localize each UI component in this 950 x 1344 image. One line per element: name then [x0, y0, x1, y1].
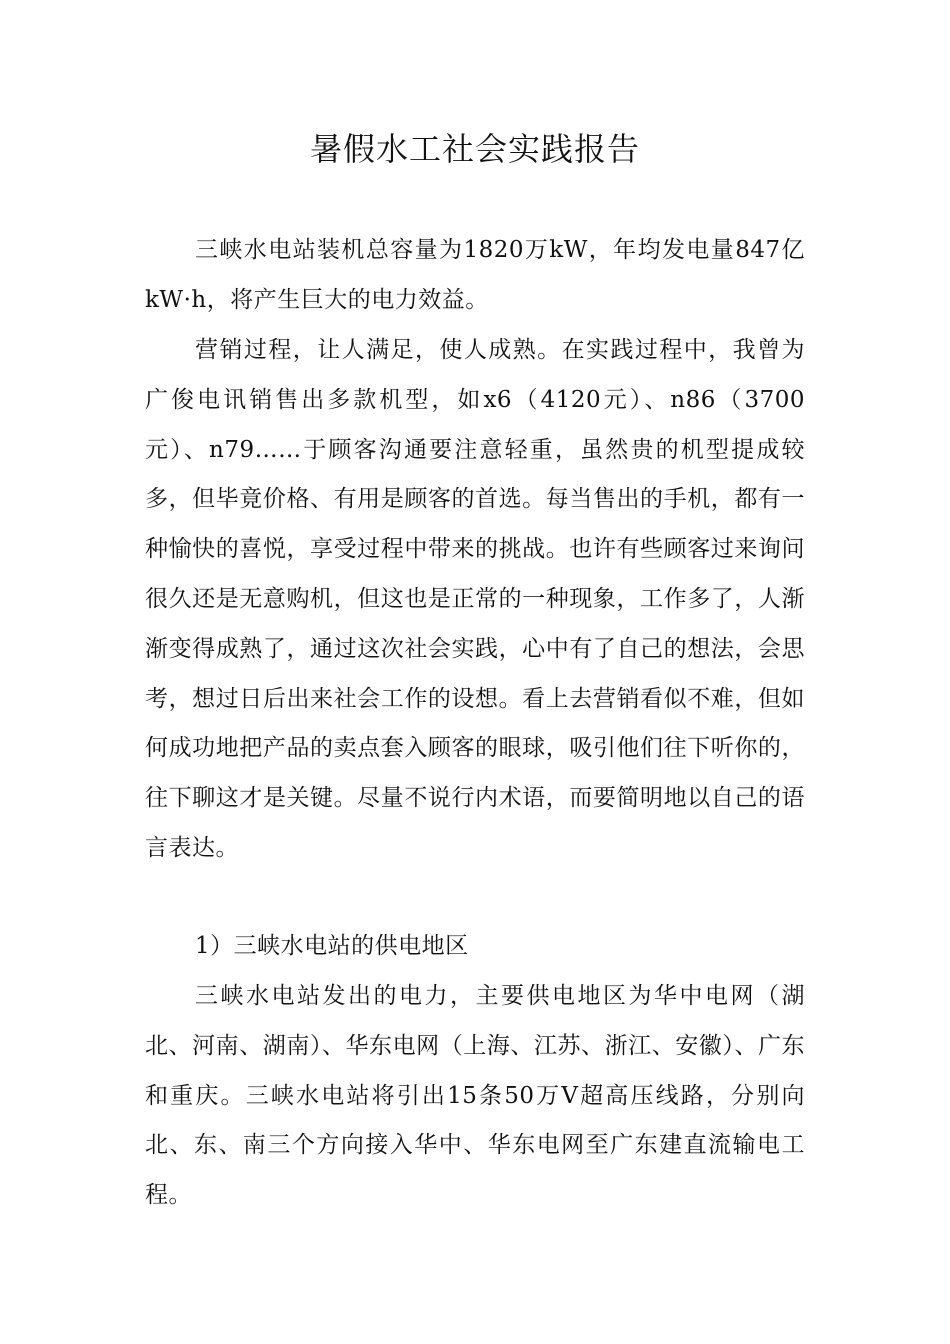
section-heading-supply-area: 1）三峡水电站的供电地区: [195, 933, 469, 959]
paragraph-supply-area: 三峡水电站发出的电力，主要供电地区为华中电网（湖北、河南、湖南）、华东电网（上海、江苏、浙江、安徽）、广东和重庆。三峡水电站将引出15条50万V超高压线路，分别向北、东、南三个方向接入华中、华东电网至广东建直流输电工程。: [145, 983, 805, 1209]
paragraph-sales-experience: 营销过程，让人满足，使人成熟。在实践过程中，我曾为广俊电讯销售出多款机型，如x6（4120元）、n86（3700元）、n79……于顾客沟通要注意轻重，虽然贵的机型提成较多，但毕竟价格、有用是顾客的首选。每当售出的手机，都有一种愉快的喜悦，享受过程中带来的挑战。也许有些顾客过来询问很久还是无意购机，但这也是正常的一种现象，工作多了，人渐渐变得成熟了，通过这次社会实践，心中有了自己的想法，会思考，想过日后出来社会工作的设想。看上去营销看似不难，但如何成功地把产品的卖点套入顾客的眼球，吸引他们往下听你的，往下聊这才是关键。尽量不说行内术语，而要简明地以自己的语言表达。: [145, 337, 805, 861]
paragraph-power-capacity: 三峡水电站装机总容量为1820万kW，年均发电量847亿kW·h，将产生巨大的电力效益。: [145, 237, 805, 313]
document-title: 暑假水工社会实践报告: [309, 130, 640, 168]
